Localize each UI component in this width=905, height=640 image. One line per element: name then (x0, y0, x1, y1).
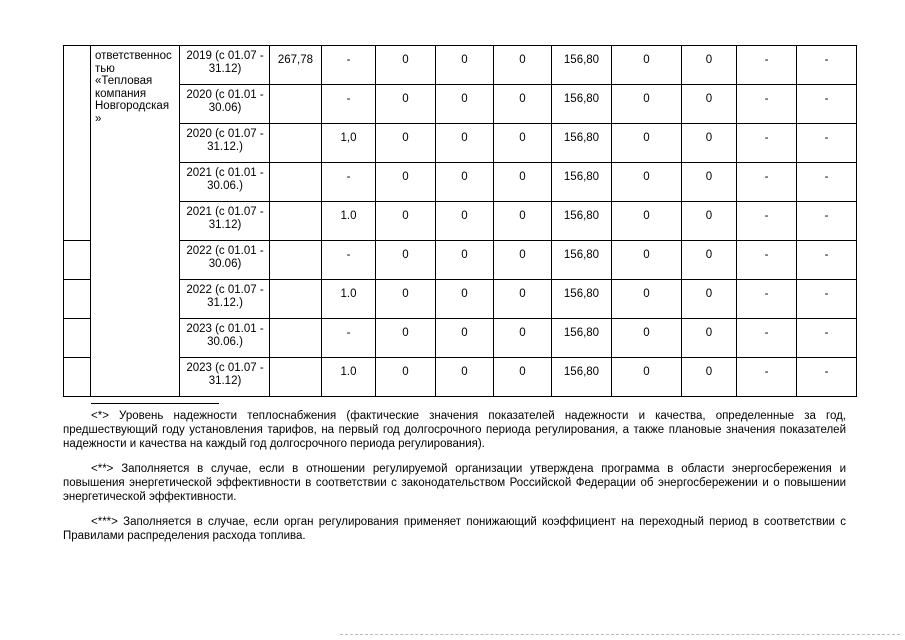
value-cell-c7: 0 (494, 46, 552, 85)
value-cell-c5: 0 (376, 202, 436, 241)
period-cell: 2022 (с 01.01 - 30.06) (180, 241, 270, 280)
value-cell-c9: 0 (612, 280, 682, 319)
row-number-cell (64, 85, 91, 124)
value-cell-c8: 156,80 (552, 280, 612, 319)
footnote-1: <*> Уровень надежности теплоснабжения (фактические значения показателей надежности и качества, определенные за год, предшествующий году установления тарифов, на первый год долгосрочного периода регулирования, а также плановые значения показателей надежности и качества на каждый год долгосрочного периода регулирования). (63, 410, 846, 450)
value-cell-c11: - (737, 85, 797, 124)
period-cell: 2023 (с 01.07 - 31.12) (180, 358, 270, 397)
value-cell-c4: - (322, 163, 376, 202)
value-cell-c10: 0 (682, 46, 737, 85)
table-row (64, 241, 857, 280)
value-cell-c8: 156,80 (552, 85, 612, 124)
value-cell-c11: - (737, 358, 797, 397)
table-row (64, 163, 857, 202)
value-cell-c7: 0 (494, 319, 552, 358)
value-cell-c9: 0 (612, 202, 682, 241)
value-cell-c7: 0 (494, 202, 552, 241)
table-row (64, 46, 857, 85)
footnote-separator (91, 403, 219, 404)
table-body (64, 46, 857, 397)
value-cell-c6: 0 (436, 46, 494, 85)
tariff-cell: 267,78 (270, 46, 322, 85)
value-cell-c8: 156,80 (552, 202, 612, 241)
value-cell-c4: 1.0 (322, 280, 376, 319)
table-row (64, 85, 857, 124)
row-number-cell (64, 163, 91, 202)
value-cell-c12: - (797, 319, 857, 358)
value-cell-c6: 0 (436, 202, 494, 241)
value-cell-c7: 0 (494, 124, 552, 163)
value-cell-c12: - (797, 358, 857, 397)
value-cell-c11: - (737, 124, 797, 163)
value-cell-c11: - (737, 202, 797, 241)
period-cell: 2020 (с 01.01 - 30.06) (180, 85, 270, 124)
table-row (64, 280, 857, 319)
value-cell-c12: - (797, 202, 857, 241)
value-cell-c7: 0 (494, 85, 552, 124)
value-cell-c4: - (322, 241, 376, 280)
value-cell-c4: 1.0 (322, 358, 376, 397)
footnote-3: <***> Заполняется в случае, если орган регулирования применяет понижающий коэффициент на переходный период в соответствии с Правилами распределения расхода топлива. (63, 516, 846, 542)
table-row (64, 319, 857, 358)
period-cell: 2021 (с 01.07 - 31.12) (180, 202, 270, 241)
value-cell-c10: 0 (682, 124, 737, 163)
table-row (64, 202, 857, 241)
period-cell: 2020 (с 01.07 - 31.12.) (180, 124, 270, 163)
value-cell-c5: 0 (376, 358, 436, 397)
value-cell-c5: 0 (376, 280, 436, 319)
tariff-cell (270, 124, 322, 163)
value-cell-c5: 0 (376, 85, 436, 124)
scan-artifact (340, 634, 900, 637)
value-cell-c9: 0 (612, 46, 682, 85)
period-cell: 2023 (с 01.01 - 30.06.) (180, 319, 270, 358)
footnote-2: <**> Заполняется в случае, если в отношении регулируемой организации утверждена программа в области энергосбережения и повышения энергетической эффективности в соответствии с законодательством Российской Федерации об энергосбережении и о повышении энергетической эффективности. (63, 463, 846, 503)
table-row (64, 124, 857, 163)
value-cell-c10: 0 (682, 202, 737, 241)
value-cell-c10: 0 (682, 85, 737, 124)
value-cell-c12: - (797, 85, 857, 124)
period-cell: 2022 (с 01.07 - 31.12.) (180, 280, 270, 319)
value-cell-c9: 0 (612, 124, 682, 163)
period-cell: 2021 (с 01.01 - 30.06.) (180, 163, 270, 202)
value-cell-c10: 0 (682, 280, 737, 319)
value-cell-c10: 0 (682, 358, 737, 397)
period-cell: 2019 (с 01.07 - 31.12) (180, 46, 270, 85)
value-cell-c11: - (737, 241, 797, 280)
value-cell-c7: 0 (494, 163, 552, 202)
value-cell-c4: - (322, 85, 376, 124)
row-number-cell (64, 280, 91, 319)
value-cell-c5: 0 (376, 163, 436, 202)
value-cell-c5: 0 (376, 46, 436, 85)
value-cell-c10: 0 (682, 163, 737, 202)
value-cell-c8: 156,80 (552, 241, 612, 280)
value-cell-c11: - (737, 319, 797, 358)
organization-name-cell: ответственнос тью «Тепловая компания Новгородская » (91, 46, 180, 397)
tariff-cell (270, 202, 322, 241)
value-cell-c12: - (797, 124, 857, 163)
value-cell-c8: 156,80 (552, 124, 612, 163)
tariff-cell (270, 241, 322, 280)
value-cell-c7: 0 (494, 358, 552, 397)
value-cell-c4: - (322, 319, 376, 358)
value-cell-c11: - (737, 163, 797, 202)
value-cell-c6: 0 (436, 124, 494, 163)
row-number-cell (64, 124, 91, 163)
row-number-cell (64, 241, 91, 280)
value-cell-c8: 156,80 (552, 319, 612, 358)
value-cell-c6: 0 (436, 163, 494, 202)
tariff-cell (270, 319, 322, 358)
row-number-cell (64, 46, 91, 85)
value-cell-c6: 0 (436, 85, 494, 124)
value-cell-c5: 0 (376, 124, 436, 163)
value-cell-c4: 1.0 (322, 202, 376, 241)
value-cell-c6: 0 (436, 358, 494, 397)
value-cell-c10: 0 (682, 241, 737, 280)
tariff-cell (270, 358, 322, 397)
value-cell-c7: 0 (494, 241, 552, 280)
value-cell-c12: - (797, 163, 857, 202)
tariff-cell (270, 163, 322, 202)
value-cell-c9: 0 (612, 319, 682, 358)
value-cell-c11: - (737, 280, 797, 319)
value-cell-c9: 0 (612, 358, 682, 397)
value-cell-c4: 1,0 (322, 124, 376, 163)
value-cell-c6: 0 (436, 241, 494, 280)
value-cell-c9: 0 (612, 85, 682, 124)
value-cell-c5: 0 (376, 319, 436, 358)
tariff-cell (270, 280, 322, 319)
value-cell-c7: 0 (494, 280, 552, 319)
value-cell-c9: 0 (612, 241, 682, 280)
value-cell-c8: 156,80 (552, 46, 612, 85)
value-cell-c12: - (797, 280, 857, 319)
value-cell-c6: 0 (436, 319, 494, 358)
row-number-cell (64, 358, 91, 397)
row-number-cell (64, 319, 91, 358)
value-cell-c5: 0 (376, 241, 436, 280)
value-cell-c8: 156,80 (552, 358, 612, 397)
value-cell-c10: 0 (682, 319, 737, 358)
tariff-cell (270, 85, 322, 124)
value-cell-c6: 0 (436, 280, 494, 319)
value-cell-c12: - (797, 241, 857, 280)
value-cell-c4: - (322, 46, 376, 85)
table-row (64, 358, 857, 397)
value-cell-c11: - (737, 46, 797, 85)
value-cell-c9: 0 (612, 163, 682, 202)
tariff-table (63, 45, 857, 397)
value-cell-c12: - (797, 46, 857, 85)
value-cell-c8: 156,80 (552, 163, 612, 202)
row-number-cell (64, 202, 91, 241)
